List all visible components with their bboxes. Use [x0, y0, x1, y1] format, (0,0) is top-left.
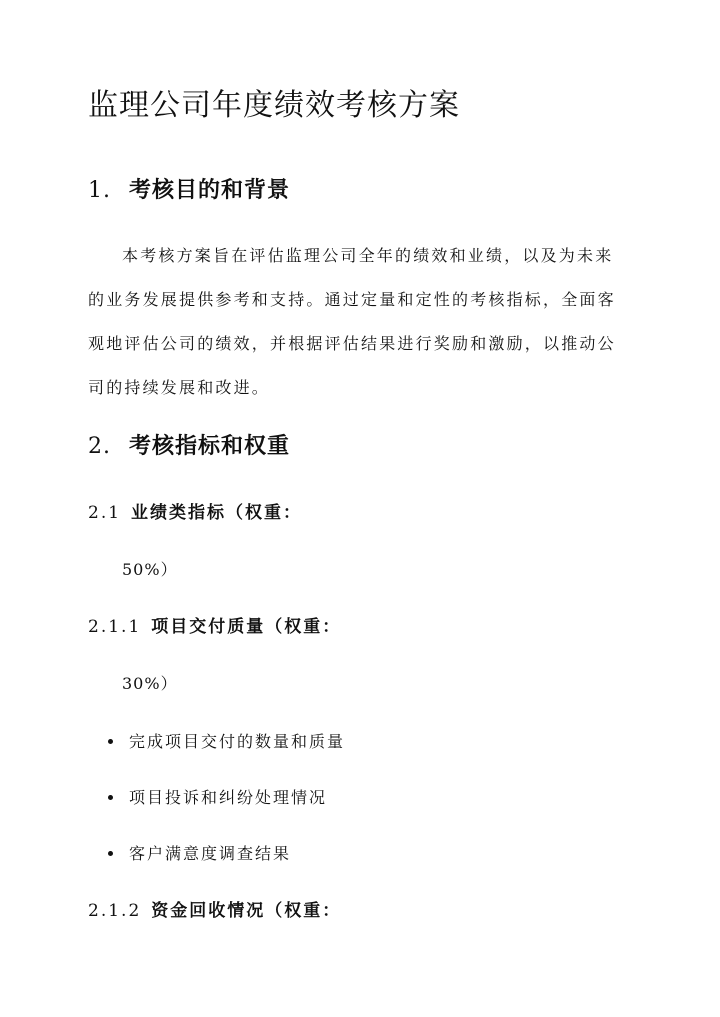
bullet-icon [108, 739, 113, 744]
section-1-heading [88, 174, 290, 207]
section-2-title: 考核指标和权重 [129, 433, 291, 459]
paragraph-line: 的业务发展提供参考和支持。通过定量和定性的考核指标，全面客 [88, 290, 616, 309]
subsection-2-1-heading [88, 500, 302, 526]
list-item [108, 786, 327, 810]
section-2-number: 2. [88, 434, 111, 459]
section-2-heading [88, 430, 290, 463]
section-1-number: 1. [88, 178, 111, 203]
bullet-icon [108, 851, 113, 856]
subsection-2-1-1-weight: 30%） [122, 674, 178, 693]
subsection-2-1-number: 2.1 [88, 503, 122, 523]
list-item-text: 完成项目交付的数量和质量 [129, 732, 346, 751]
subsection-2-1-1-title: 项目交付质量（权重： [151, 617, 342, 637]
document-title: 监理公司年度绩效考核方案 [88, 88, 460, 123]
subsection-2-1-title: 业绩类指标（权重： [131, 503, 303, 523]
paragraph-line: 本考核方案旨在评估监理公司全年的绩效和业绩，以及为未来 [122, 246, 614, 265]
paragraph-line: 司的持续发展和改进。 [88, 378, 271, 397]
subsection-2-1-1-number: 2.1.1 [88, 617, 142, 637]
list-item [108, 842, 291, 866]
subsection-2-1-2-number: 2.1.2 [88, 901, 142, 921]
section-1-title: 考核目的和背景 [129, 177, 291, 203]
subsection-2-1-2-heading [88, 898, 341, 924]
list-item-text: 项目投诉和纠纷处理情况 [129, 788, 328, 807]
subsection-2-1-weight: 50%） [122, 560, 178, 579]
list-item [108, 730, 345, 754]
subsection-2-1-2-title: 资金回收情况（权重： [151, 901, 342, 921]
list-item-text: 客户满意度调查结果 [129, 844, 292, 863]
subsection-2-1-1-heading [88, 614, 341, 640]
paragraph-line: 观地评估公司的绩效，并根据评估结果进行奖励和激励，以推动公 [88, 334, 616, 353]
bullet-icon [108, 795, 113, 800]
